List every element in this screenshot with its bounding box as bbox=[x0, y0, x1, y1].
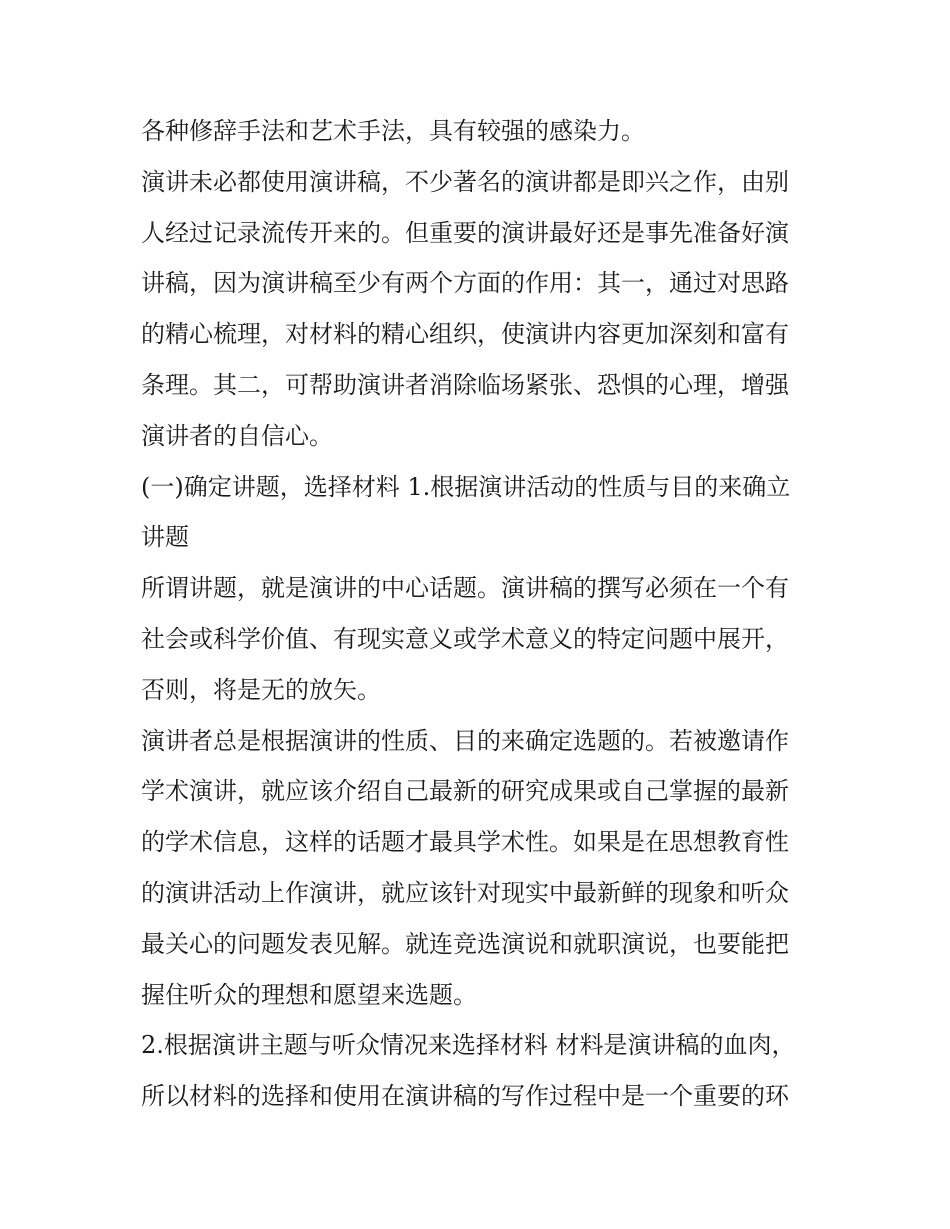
text-line: 人经过记录流传开来的。但重要的演讲最好还是事先准备好演 bbox=[141, 218, 789, 247]
text-line: 学术演讲，就应该介绍自己最新的研究成果或自己掌握的最新 bbox=[141, 777, 789, 806]
text-line: 握住听众的理想和愿望来选题。 bbox=[141, 980, 477, 1009]
section-heading-line: 讲题 bbox=[141, 523, 189, 552]
section-heading-line: 2.根据演讲主题与听众情况来选择材料 材料是演讲稿的血肉， bbox=[141, 1031, 796, 1060]
text-line: 最关心的问题发表见解。就连竞选演说和就职演说，也要能把 bbox=[141, 929, 789, 958]
text-line: 各种修辞手法和艺术手法，具有较强的感染力。 bbox=[141, 117, 645, 145]
text-line: 所以材料的选择和使用在演讲稿的写作过程中是一个重要的环 bbox=[141, 1082, 789, 1111]
text-line: 演讲者的自信心。 bbox=[141, 421, 333, 450]
text-line: 否则，将是无的放矢。 bbox=[141, 675, 381, 704]
text-line: 所谓讲题，就是演讲的中心话题。演讲稿的撰写必须在一个有 bbox=[141, 574, 789, 603]
text-line: 演讲者总是根据演讲的性质、目的来确定选题的。若被邀请作 bbox=[141, 726, 789, 755]
document-body bbox=[141, 106, 821, 1122]
section-heading-line: (一)确定讲题，选择材料 1.根据演讲活动的性质与目的来确立 bbox=[141, 472, 791, 501]
text-line: 演讲未必都使用演讲稿，不少著名的演讲都是即兴之作，由别 bbox=[141, 167, 789, 196]
text-line: 的精心梳理，对材料的精心组织，使演讲内容更加深刻和富有 bbox=[141, 320, 789, 349]
text-line: 社会或科学价值、有现实意义或学术意义的特定问题中展开， bbox=[141, 624, 789, 653]
text-line: 条理。其二，可帮助演讲者消除临场紧张、恐惧的心理，增强 bbox=[141, 370, 789, 399]
text-line: 的学术信息，这样的话题才最具学术性。如果是在思想教育性 bbox=[141, 828, 789, 857]
text-line: 的演讲活动上作演讲，就应该针对现实中最新鲜的现象和听众 bbox=[141, 878, 789, 907]
text-line: 讲稿，因为演讲稿至少有两个方面的作用：其一，通过对思路 bbox=[141, 269, 789, 298]
